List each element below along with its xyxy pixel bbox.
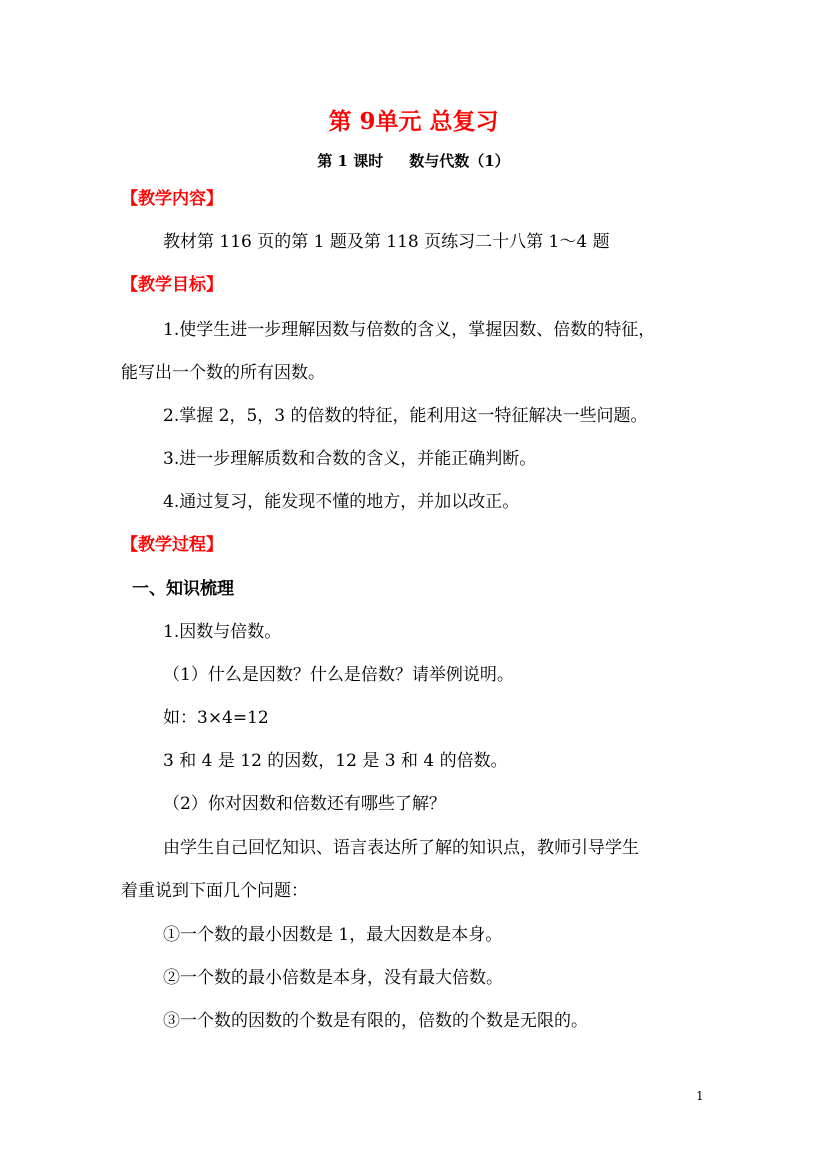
point-3: ③一个数的因数的个数是有限的，倍数的个数是无限的。: [163, 1011, 588, 1031]
teaching-content-text: 教材第 116 页的第 1 题及第 118 页练习二十八第 1～4 题: [163, 232, 610, 252]
unit-title: 第 9单元 总复习: [328, 108, 499, 135]
lesson-subtitle: [0, 150, 827, 172]
part-1-heading: 一、知识梳理: [132, 579, 234, 599]
lesson-number: 第 1 课时: [317, 152, 384, 170]
teaching-content-heading: 【教学内容】: [121, 189, 223, 209]
item-1: 1.因数与倍数。: [163, 622, 282, 642]
goal-3: 3.进一步理解质数和合数的含义，并能正确判断。: [163, 449, 537, 469]
example-explanation: 3 和 4 是 12 的因数，12 是 3 和 4 的倍数。: [163, 751, 508, 771]
question-2: （2）你对因数和倍数还有哪些了解？: [163, 794, 446, 814]
goal-1-line-2: 能写出一个数的所有因数。: [121, 363, 325, 383]
question-1: （1）什么是因数？什么是倍数？请举例说明。: [163, 665, 514, 685]
goal-2: 2.掌握 2，5，3 的倍数的特征，能利用这一特征解决一些问题。: [163, 406, 648, 426]
guide-line-2: 着重说到下面几个问题：: [121, 881, 308, 901]
point-2: ②一个数的最小倍数是本身，没有最大倍数。: [163, 968, 503, 988]
point-1: ①一个数的最小因数是 1，最大因数是本身。: [163, 925, 503, 945]
example-equation: 如：3×4=12: [163, 708, 269, 728]
page-number: 1: [696, 1089, 704, 1103]
teaching-goals-heading: 【教学目标】: [121, 275, 223, 295]
lesson-topic: 数与代数（1）: [409, 152, 510, 170]
teaching-process-heading: 【教学过程】: [121, 535, 223, 555]
goal-1-line-1: 1.使学生进一步理解因数与倍数的含义，掌握因数、倍数的特征，: [163, 320, 656, 340]
goal-4: 4.通过复习，能发现不懂的地方，并加以改正。: [163, 492, 520, 512]
guide-line-1: 由学生自己回忆知识、语言表达所了解的知识点，教师引导学生: [163, 838, 639, 858]
